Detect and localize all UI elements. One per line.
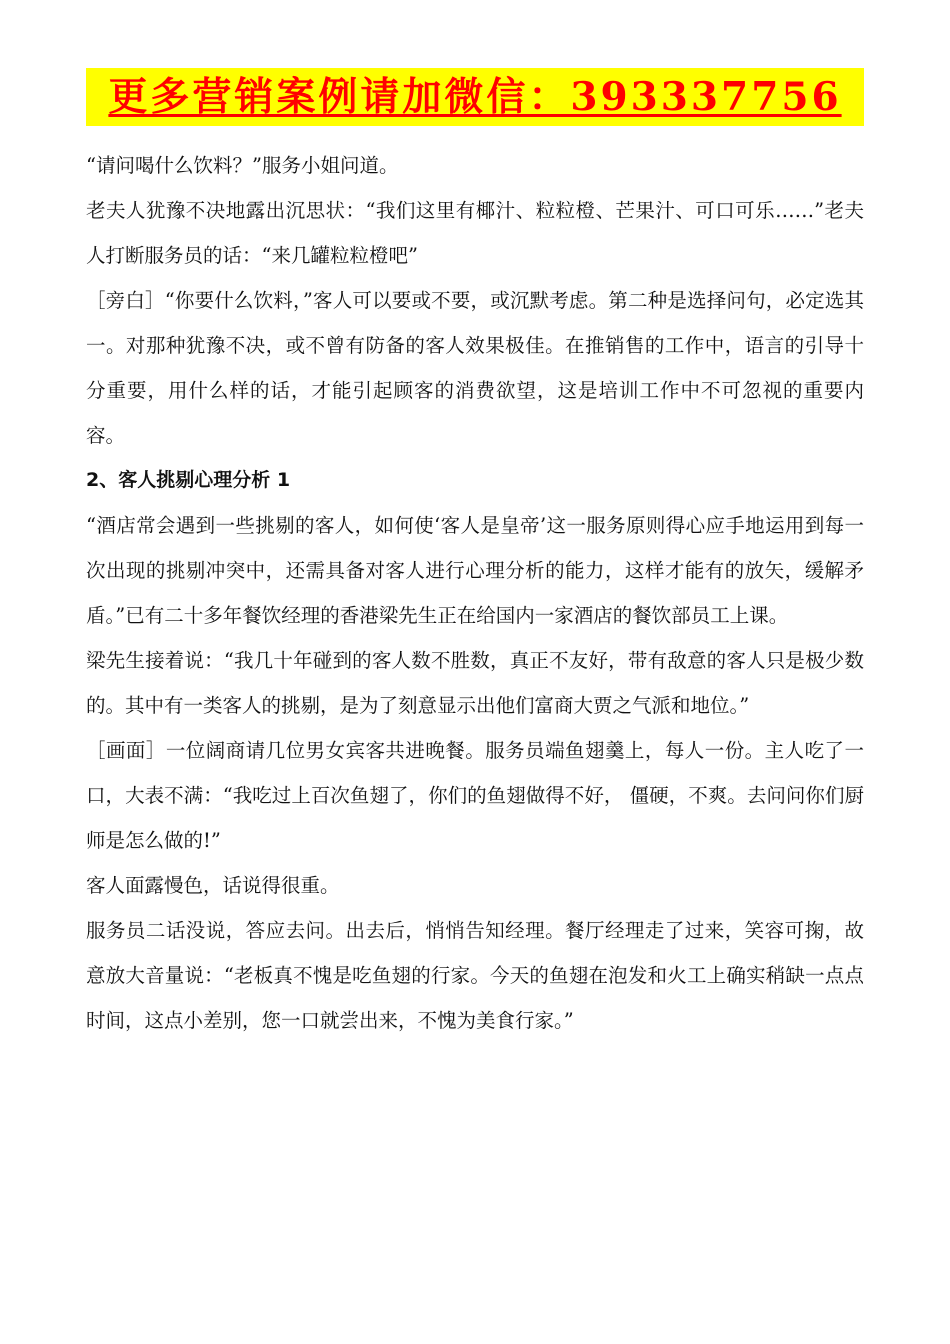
document-body xyxy=(86,143,864,1043)
paragraph-waiter-response: 服务员二话没说，答应去问。出去后，悄悄告知经理。餐厅经理走了过来，笑容可掬，故意放大音量说：“老板真不愧是吃鱼翅的行家。今天的鱼翅在泡发和火工上确实稍缺一点点时间，这点小差别，您一口就尝出来，不愧为美食行家。” xyxy=(86,919,864,1032)
paragraph-old-lady: 老夫人犹豫不决地露出沉思状：“我们这里有椰汁、粒粒橙、芒果汁、可口可乐……”老夫人打断服务员的话：“来几罐粒粒橙吧” xyxy=(86,199,864,267)
paragraph-scene: ［画面］一位阔商请几位男女宾客共进晚餐。服务员端鱼翅羹上，每人一份。主人吃了一口，大表不满：“我吃过上百次鱼翅了，你们的鱼翅做得不好， 僵硬，不爽。去问问你们厨师是怎么做的!” xyxy=(86,739,864,852)
paragraph-guest-tone: 客人面露慢色，话说得很重。 xyxy=(86,874,340,897)
banner-text: 更多营销案例请加微信：393337756 xyxy=(108,74,842,120)
paragraph-drink-question: “请问喝什么饮料？”服务小姐问道。 xyxy=(86,154,399,177)
paragraph-liang-continues: 梁先生接着说：“我几十年碰到的客人数不胜数，真正不友好，带有敌意的客人只是极少数的。其中有一类客人的挑剔，是为了刻意显示出他们富商大贾之气派和地位。” xyxy=(86,649,864,717)
paragraph-hotel-quote: “酒店常会遇到一些挑剔的客人，如何使‘客人是皇帝’这一服务原则得心应手地运用到每一次出现的挑剔冲突中，还需具备对客人进行心理分析的能力，这样才能有的放矢，缓解矛盾。”已有二十多年餐饮经理的香港梁先生正在给国内一家酒店的餐饮部员工上课。 xyxy=(86,514,864,627)
paragraph-narration: ［旁白］“你要什么饮料，”客人可以要或不要，或沉默考虑。第二种是选择问句，必定选其一。对那种犹豫不决，或不曾有防备的客人效果极佳。在推销售的工作中，语言的引导十分重要，用什么样的话，才能引起顾客的消费欲望，这是培训工作中不可忽视的重要内容。 xyxy=(86,289,864,447)
wechat-banner xyxy=(86,68,864,126)
section-heading: 2、客人挑剔心理分析 1 xyxy=(86,469,291,491)
